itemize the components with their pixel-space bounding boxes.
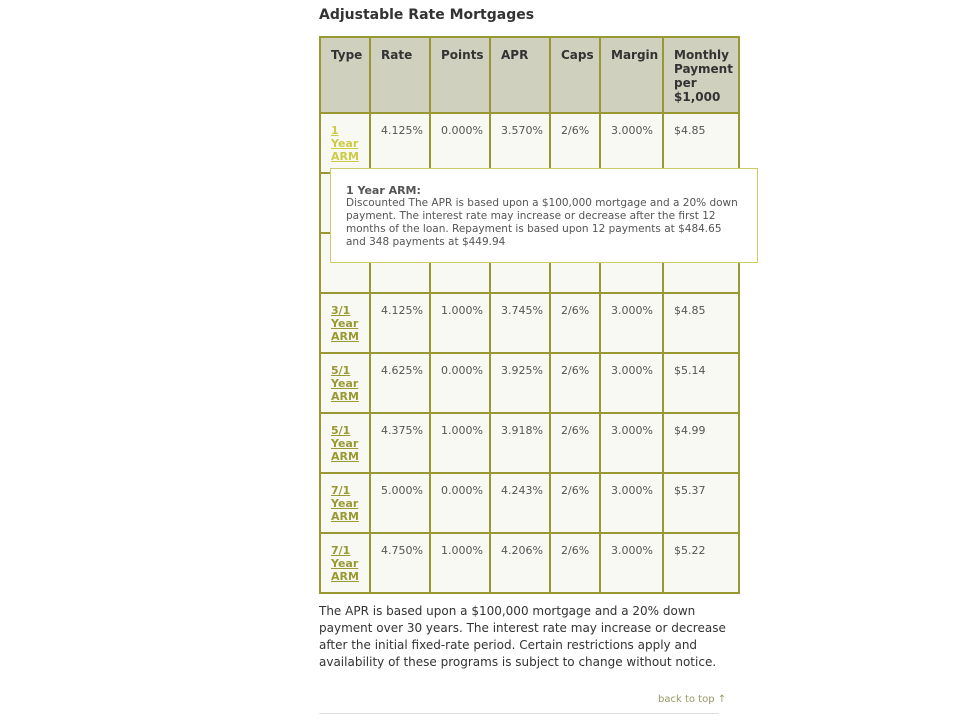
arm-rates-table bbox=[319, 36, 740, 594]
cell-apr: 3.570% bbox=[490, 113, 550, 173]
cell-type bbox=[320, 473, 370, 533]
cell-margin: 3.000% bbox=[600, 533, 663, 593]
cell-points: 0.000% bbox=[430, 113, 490, 173]
cell-margin: 3.000% bbox=[600, 413, 663, 473]
cell-margin: 3.000% bbox=[600, 113, 663, 173]
cell-margin: 3.000% bbox=[600, 353, 663, 413]
cell-type bbox=[320, 413, 370, 473]
cell-type bbox=[320, 533, 370, 593]
header-caps: Caps bbox=[550, 37, 600, 113]
cell-type bbox=[320, 113, 370, 173]
table-header-row bbox=[320, 37, 739, 113]
header-points: Points bbox=[430, 37, 490, 113]
table-row bbox=[320, 413, 739, 473]
cell-rate: 4.375% bbox=[370, 413, 430, 473]
back-to-top-link[interactable]: back to top ↑ bbox=[658, 694, 727, 705]
loan-type-link[interactable]: 7/1 Year ARM bbox=[331, 484, 359, 523]
cell-points: 0.000% bbox=[430, 353, 490, 413]
divider bbox=[319, 713, 719, 714]
table-row bbox=[320, 293, 739, 353]
table-row bbox=[320, 473, 739, 533]
loan-type-link[interactable]: 3/1 Year ARM bbox=[331, 304, 359, 343]
cell-caps: 2/6% bbox=[550, 533, 600, 593]
cell-apr: 3.925% bbox=[490, 353, 550, 413]
cell-caps: 2/6% bbox=[550, 413, 600, 473]
loan-type-link[interactable]: 5/1 Year ARM bbox=[331, 364, 359, 403]
loan-tooltip bbox=[330, 168, 758, 263]
loan-type-link[interactable]: 1 Year ARM bbox=[331, 124, 359, 163]
table-row bbox=[320, 533, 739, 593]
cell-type bbox=[320, 293, 370, 353]
cell-payment: $4.85 bbox=[663, 113, 739, 173]
cell-rate: 4.125% bbox=[370, 113, 430, 173]
table-row bbox=[320, 113, 739, 173]
table-row bbox=[320, 353, 739, 413]
header-rate: Rate bbox=[370, 37, 430, 113]
cell-caps: 2/6% bbox=[550, 113, 600, 173]
apr-footnote: The APR is based upon a $100,000 mortgage and a 20% down payment over 30 years. The interest rate may increase or decrease after the initial fixed-rate period. Certain restrictions apply and availability of these programs is subject to change without notice. bbox=[319, 604, 726, 669]
cell-points: 0.000% bbox=[430, 473, 490, 533]
cell-margin: 3.000% bbox=[600, 293, 663, 353]
cell-apr: 4.243% bbox=[490, 473, 550, 533]
cell-points: 1.000% bbox=[430, 533, 490, 593]
cell-caps: 2/6% bbox=[550, 353, 600, 413]
section-title: Adjustable Rate Mortgages bbox=[319, 7, 535, 23]
cell-margin: 3.000% bbox=[600, 473, 663, 533]
header-monthly-payment: Monthly Payment per $1,000 bbox=[663, 37, 739, 113]
tooltip-body: Discounted The APR is based upon a $100,000 mortgage and a 20% down payment. The interest rate may increase or decrease after the first 12 months of the loan. Repayment is based upon 12 payments at $484.65 and 348 payments at $449.94 bbox=[346, 197, 738, 248]
cell-payment: $5.14 bbox=[663, 353, 739, 413]
header-apr: APR bbox=[490, 37, 550, 113]
cell-apr: 3.918% bbox=[490, 413, 550, 473]
tooltip-title: 1 Year ARM: bbox=[346, 184, 421, 197]
header-type: Type bbox=[320, 37, 370, 113]
cell-caps: 2/6% bbox=[550, 473, 600, 533]
cell-rate: 4.125% bbox=[370, 293, 430, 353]
cell-points: 1.000% bbox=[430, 413, 490, 473]
cell-type bbox=[320, 353, 370, 413]
loan-type-link[interactable]: 5/1 Year ARM bbox=[331, 424, 359, 463]
cell-rate: 4.625% bbox=[370, 353, 430, 413]
cell-payment: $5.37 bbox=[663, 473, 739, 533]
cell-payment: $4.85 bbox=[663, 293, 739, 353]
header-margin: Margin bbox=[600, 37, 663, 113]
loan-type-link[interactable]: 7/1 Year ARM bbox=[331, 544, 359, 583]
cell-payment: $5.22 bbox=[663, 533, 739, 593]
cell-rate: 5.000% bbox=[370, 473, 430, 533]
cell-apr: 4.206% bbox=[490, 533, 550, 593]
cell-caps: 2/6% bbox=[550, 293, 600, 353]
cell-apr: 3.745% bbox=[490, 293, 550, 353]
cell-payment: $4.99 bbox=[663, 413, 739, 473]
cell-rate: 4.750% bbox=[370, 533, 430, 593]
cell-points: 1.000% bbox=[430, 293, 490, 353]
